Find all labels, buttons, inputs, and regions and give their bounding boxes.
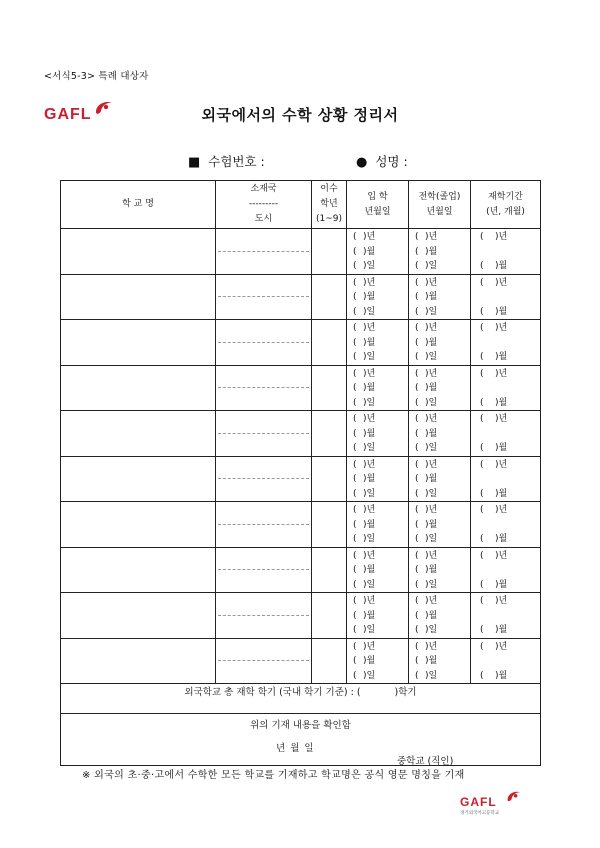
date-year-line[interactable]: ( )년 xyxy=(353,459,376,470)
enrollment-period-cell[interactable] xyxy=(471,638,541,684)
total-semester-row xyxy=(61,684,541,714)
header-transfer-date: 전학(졸업) 년월일 xyxy=(409,181,471,229)
date-year-line[interactable]: ( )년 xyxy=(415,232,438,242)
table-row xyxy=(61,411,541,457)
table-row xyxy=(61,274,541,320)
country-slot xyxy=(218,366,309,389)
confirmation-text: 위의 기재 내용을 확인함 xyxy=(250,720,351,731)
period-month-line[interactable]: ( )월 xyxy=(480,579,508,590)
location-cell[interactable] xyxy=(216,502,312,548)
date-year-line[interactable]: ( )년 xyxy=(353,596,376,606)
enrollment-period-cell[interactable] xyxy=(471,502,541,548)
city-slot xyxy=(216,661,311,683)
grade-cell[interactable] xyxy=(312,547,347,593)
date-year-line[interactable]: ( )년 xyxy=(415,596,438,606)
admission-date-cell[interactable] xyxy=(347,502,409,548)
school-name-cell[interactable] xyxy=(61,638,216,684)
header-admission-date: 입 학 년월일 xyxy=(347,181,409,229)
country-slot xyxy=(218,411,309,434)
table-row xyxy=(61,502,541,548)
study-history-table xyxy=(60,180,541,766)
date-day-line[interactable]: ( )일 xyxy=(415,443,438,453)
period-month-line[interactable]: ( )월 xyxy=(480,625,508,635)
date-year-line[interactable]: ( )년 xyxy=(415,323,438,333)
table-row xyxy=(61,638,541,684)
transfer-date-cell[interactable] xyxy=(409,502,471,548)
date-year-line[interactable]: ( )년 xyxy=(415,368,438,379)
period-year-line[interactable]: ( )년 xyxy=(480,368,508,379)
country-slot xyxy=(218,639,309,662)
date-day-line[interactable]: ( )일 xyxy=(353,352,376,362)
transfer-date-cell[interactable] xyxy=(409,593,471,639)
date-month-line[interactable]: ( )월 xyxy=(415,519,438,530)
date-day-line[interactable]: ( )일 xyxy=(415,261,438,271)
period-month-line[interactable]: ( )월 xyxy=(480,443,508,453)
date-year-line[interactable]: ( )년 xyxy=(353,414,376,424)
grade-cell[interactable] xyxy=(312,274,347,320)
date-year-line[interactable]: ( )년 xyxy=(415,550,438,561)
period-year-line[interactable]: ( )년 xyxy=(480,414,508,424)
date-month-line[interactable]: ( )월 xyxy=(353,292,376,302)
form-code: <서식5-3> 특례 대상자 xyxy=(44,71,149,82)
date-month-line[interactable]: ( )월 xyxy=(415,610,438,621)
date-day-line[interactable]: ( )일 xyxy=(415,488,438,499)
transfer-date-cell[interactable] xyxy=(409,411,471,457)
date-day-line[interactable]: ( )일 xyxy=(415,625,438,635)
enrollment-period-cell[interactable] xyxy=(471,456,541,502)
logo-text: GAFL xyxy=(44,106,92,123)
date-month-line[interactable]: ( )월 xyxy=(415,246,438,257)
exam-number-label: 수험번호 : xyxy=(208,154,265,169)
date-year-line[interactable]: ( )년 xyxy=(415,641,438,652)
school-name-cell[interactable] xyxy=(61,274,216,320)
period-month-line[interactable]: ( )월 xyxy=(480,534,508,544)
country-slot xyxy=(218,275,309,298)
footnote: ※ 외국의 초·중·고에서 수학한 모든 학교를 기재하고 학교명은 공식 영문 명칭을 기재 xyxy=(82,770,465,781)
footer-logo-text: GAFL xyxy=(460,795,497,809)
admission-date-cell[interactable] xyxy=(347,320,409,366)
date-day-line[interactable]: ( )일 xyxy=(353,534,376,544)
date-month-line[interactable]: ( )월 xyxy=(353,565,376,575)
date-month-line[interactable]: ( )월 xyxy=(353,246,376,257)
transfer-date-cell[interactable] xyxy=(409,229,471,275)
city-slot xyxy=(216,616,311,638)
enrollment-period-cell[interactable] xyxy=(471,593,541,639)
name-label: 성명 : xyxy=(375,154,408,169)
total-semester-cell[interactable]: 외국학교 총 재학 학기 (국내 학기 기준) : ( )학기 xyxy=(61,684,541,714)
country-slot xyxy=(218,593,309,616)
city-slot xyxy=(216,525,311,547)
period-month-line[interactable]: ( )월 xyxy=(480,488,508,499)
transfer-date-cell[interactable] xyxy=(409,547,471,593)
date-month-line[interactable]: ( )월 xyxy=(353,519,376,530)
grade-cell[interactable] xyxy=(312,365,347,411)
period-year-line[interactable]: ( )년 xyxy=(480,459,508,470)
city-slot xyxy=(216,570,311,592)
location-cell[interactable] xyxy=(216,547,312,593)
date-year-line[interactable]: ( )년 xyxy=(353,323,376,333)
enrollment-period-cell[interactable] xyxy=(471,365,541,411)
school-name-cell[interactable] xyxy=(61,502,216,548)
country-slot xyxy=(218,502,309,525)
location-cell[interactable] xyxy=(216,638,312,684)
period-year-line[interactable]: ( )년 xyxy=(480,277,508,288)
country-slot xyxy=(218,457,309,480)
period-month-line[interactable]: ( )월 xyxy=(480,397,508,408)
date-day-line[interactable]: ( )일 xyxy=(415,670,438,681)
grade-cell[interactable] xyxy=(312,638,347,684)
date-day-line[interactable]: ( )일 xyxy=(415,534,438,544)
city-slot xyxy=(216,479,311,501)
date-day-line[interactable]: ( )일 xyxy=(353,670,376,681)
document-title: 외국에서의 수학 상황 정리서 xyxy=(201,106,399,124)
circle-bullet-icon: ● xyxy=(356,155,368,170)
date-year-line[interactable]: ( )년 xyxy=(353,641,376,652)
country-slot xyxy=(218,548,309,571)
date-month-line[interactable]: ( )월 xyxy=(353,610,376,621)
date-month-line[interactable]: ( )월 xyxy=(353,337,376,348)
city-slot xyxy=(216,343,311,365)
date-year-line[interactable]: ( )년 xyxy=(415,459,438,470)
period-year-line[interactable]: ( )년 xyxy=(480,505,508,515)
admission-date-cell[interactable] xyxy=(347,638,409,684)
date-month-line[interactable]: ( )월 xyxy=(415,383,438,393)
location-cell[interactable] xyxy=(216,456,312,502)
table-row xyxy=(61,229,541,275)
school-name-cell[interactable] xyxy=(61,229,216,275)
confirmation-cell xyxy=(61,714,541,766)
period-month-line[interactable]: ( )월 xyxy=(480,306,508,317)
date-month-line[interactable]: ( )월 xyxy=(353,428,376,439)
date-month-line[interactable]: ( )월 xyxy=(415,292,438,302)
period-month-line[interactable]: ( )월 xyxy=(480,670,508,681)
school-name-cell[interactable] xyxy=(61,411,216,457)
enrollment-period-cell[interactable] xyxy=(471,274,541,320)
date-year-line[interactable]: ( )년 xyxy=(353,505,376,515)
school-name-cell[interactable] xyxy=(61,365,216,411)
location-cell[interactable] xyxy=(216,229,312,275)
period-year-line[interactable]: ( )년 xyxy=(480,232,508,242)
enrollment-period-cell[interactable] xyxy=(471,320,541,366)
square-bullet-icon: ■ xyxy=(188,155,201,170)
school-name-cell[interactable] xyxy=(61,320,216,366)
date-month-line[interactable]: ( )월 xyxy=(353,383,376,393)
date-month-line[interactable]: ( )월 xyxy=(415,656,438,666)
table-row xyxy=(61,593,541,639)
admission-date-cell[interactable] xyxy=(347,229,409,275)
header-enrollment-period: 재학기간 (년, 개월) xyxy=(471,181,541,229)
date-day-line[interactable]: ( )일 xyxy=(415,352,438,362)
transfer-date-cell[interactable] xyxy=(409,638,471,684)
grade-cell[interactable] xyxy=(312,593,347,639)
date-month-line[interactable]: ( )월 xyxy=(415,474,438,484)
date-year-line[interactable]: ( )년 xyxy=(415,505,438,515)
date-month-line[interactable]: ( )월 xyxy=(415,337,438,348)
date-day-line[interactable]: ( )일 xyxy=(353,488,376,499)
transfer-date-cell[interactable] xyxy=(409,365,471,411)
location-cell[interactable] xyxy=(216,593,312,639)
admission-date-cell[interactable] xyxy=(347,593,409,639)
date-year-line[interactable]: ( )년 xyxy=(415,414,438,424)
grade-cell[interactable] xyxy=(312,229,347,275)
school-name-cell[interactable] xyxy=(61,456,216,502)
enrollment-period-cell[interactable] xyxy=(471,229,541,275)
date-day-line[interactable]: ( )일 xyxy=(353,625,376,635)
country-slot xyxy=(218,229,309,252)
city-slot xyxy=(216,434,311,456)
exam-number-field[interactable] xyxy=(188,152,265,170)
enrollment-period-cell[interactable] xyxy=(471,547,541,593)
date-month-line[interactable]: ( )월 xyxy=(415,565,438,575)
date-day-line[interactable]: ( )일 xyxy=(353,443,376,453)
date-day-line[interactable]: ( )일 xyxy=(415,306,438,317)
date-year-line[interactable]: ( )년 xyxy=(353,232,376,242)
city-slot xyxy=(216,297,311,319)
period-year-line[interactable]: ( )년 xyxy=(480,596,508,606)
confirmation-date[interactable]: 년 월 일 xyxy=(276,743,315,754)
period-year-line[interactable]: ( )년 xyxy=(480,323,508,333)
grade-cell[interactable] xyxy=(312,411,347,457)
admission-date-cell[interactable] xyxy=(347,365,409,411)
enrollment-period-cell[interactable] xyxy=(471,411,541,457)
header-school-name: 학 교 명 xyxy=(61,181,216,229)
school-name-cell[interactable] xyxy=(61,547,216,593)
date-year-line[interactable]: ( )년 xyxy=(353,277,376,288)
admission-date-cell[interactable] xyxy=(347,274,409,320)
transfer-date-cell[interactable] xyxy=(409,456,471,502)
date-day-line[interactable]: ( )일 xyxy=(415,579,438,590)
footer-logo xyxy=(460,790,530,820)
country-slot xyxy=(218,320,309,343)
admission-date-cell[interactable] xyxy=(347,547,409,593)
name-field[interactable] xyxy=(356,152,408,170)
transfer-date-cell[interactable] xyxy=(409,274,471,320)
footer-logo-subtitle: 경기외국어고등학교 xyxy=(460,811,500,816)
grade-cell[interactable] xyxy=(312,320,347,366)
period-month-line[interactable]: ( )월 xyxy=(480,261,508,271)
date-day-line[interactable]: ( )일 xyxy=(353,579,376,590)
period-year-line[interactable]: ( )년 xyxy=(480,550,508,561)
date-day-line[interactable]: ( )일 xyxy=(353,306,376,317)
date-year-line[interactable]: ( )년 xyxy=(415,277,438,288)
period-month-line[interactable]: ( )월 xyxy=(480,352,508,362)
date-year-line[interactable]: ( )년 xyxy=(353,550,376,561)
location-cell[interactable] xyxy=(216,320,312,366)
table-row xyxy=(61,320,541,366)
table-header-row xyxy=(61,181,541,229)
city-slot xyxy=(216,388,311,410)
table-row xyxy=(61,547,541,593)
date-day-line[interactable]: ( )일 xyxy=(415,397,438,408)
date-day-line[interactable]: ( )일 xyxy=(353,397,376,408)
date-year-line[interactable]: ( )년 xyxy=(353,368,376,379)
header-location: 소재국 --------- 도시 xyxy=(216,181,312,229)
table-row xyxy=(61,456,541,502)
grade-cell[interactable] xyxy=(312,502,347,548)
header-grade: 이수 학년 (1~9) xyxy=(312,181,347,229)
admission-date-cell[interactable] xyxy=(347,411,409,457)
confirmation-row xyxy=(61,714,541,766)
city-slot xyxy=(216,252,311,274)
transfer-date-cell[interactable] xyxy=(409,320,471,366)
table-row xyxy=(61,365,541,411)
location-cell[interactable] xyxy=(216,274,312,320)
confirmation-signer[interactable]: 중학교 (직인) xyxy=(397,756,454,767)
grade-cell[interactable] xyxy=(312,456,347,502)
date-month-line[interactable]: ( )월 xyxy=(415,428,438,439)
location-cell[interactable] xyxy=(216,365,312,411)
location-cell[interactable] xyxy=(216,411,312,457)
date-month-line[interactable]: ( )월 xyxy=(353,656,376,666)
school-name-cell[interactable] xyxy=(61,593,216,639)
admission-date-cell[interactable] xyxy=(347,456,409,502)
date-day-line[interactable]: ( )일 xyxy=(353,261,376,271)
date-month-line[interactable]: ( )월 xyxy=(353,474,376,484)
footer-logo-swoosh-icon xyxy=(506,790,522,803)
period-year-line[interactable]: ( )년 xyxy=(480,641,508,652)
